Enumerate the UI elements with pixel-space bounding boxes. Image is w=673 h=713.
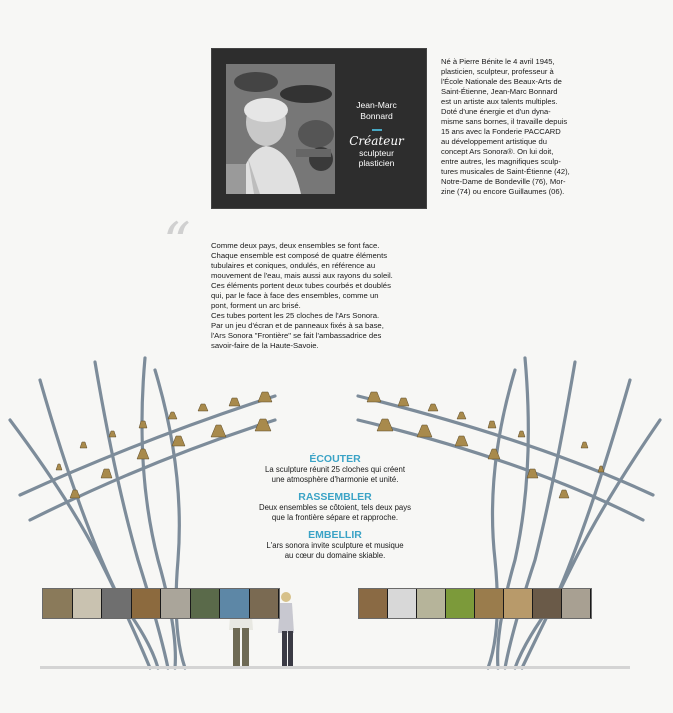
bell (70, 490, 80, 498)
artist-first-name: Jean-Marc (356, 100, 397, 110)
quote-line: Ces éléments portent deux tubes courbés et doublés (211, 281, 391, 290)
artist-name (335, 100, 418, 122)
tube (522, 420, 660, 668)
bell (367, 392, 381, 402)
quote-line: Comme deux pays, deux ensembles se font face. (211, 241, 380, 250)
bio-line: Doté d'une énergie et d'un dyna- (441, 107, 551, 116)
banner-tile (132, 589, 162, 618)
bio-line: Saint-Étienne, Jean-Marc Bonnard (441, 87, 558, 96)
bell (229, 398, 240, 406)
bell (398, 398, 409, 406)
section-title-rassembler: RASSEMBLER (298, 491, 372, 503)
quote-line: tubulaires et coniques, ondulés, en référence au (211, 261, 376, 270)
section-body-ecouter (218, 465, 452, 485)
banner-tile (43, 589, 73, 618)
quote-mark-icon: “ (163, 211, 191, 274)
bell (109, 431, 116, 437)
bio-line: Né à Pierre Bénite le 4 avril 1945, (441, 57, 555, 66)
bell (101, 469, 112, 478)
bell (56, 464, 62, 470)
quote-line: pont, forment un arc brisé. (211, 301, 301, 310)
bell (211, 425, 226, 437)
bell (172, 436, 185, 446)
bell (80, 442, 87, 448)
banner-tile (102, 589, 132, 618)
section-body-embellir (218, 541, 452, 561)
banner-tile (562, 589, 591, 618)
photo-banner-left (42, 588, 280, 619)
section-line: une atmosphère d'harmonie et unité. (271, 475, 399, 484)
card-role-line-2: plasticien (358, 158, 395, 168)
section-line: au cœur du domaine skiable. (284, 551, 386, 560)
card-role-line-1: sculpteur (359, 148, 394, 158)
banner-tile (417, 589, 446, 618)
artist-last-name: Bonnard (360, 111, 393, 121)
bio-line: plasticien, sculpteur, professeur à (441, 67, 554, 76)
quote-line: mouvement de l'eau, mais aussi aux rayons du soleil. (211, 271, 393, 280)
banner-tile (533, 589, 562, 618)
bell (139, 421, 147, 428)
bio-line: est un artiste aux talents multiples. (441, 97, 558, 106)
card-caption (335, 64, 418, 194)
quote-line: Chaque ensemble est composé de quatre éléments (211, 251, 388, 260)
banner-tile (191, 589, 221, 618)
tube (498, 358, 529, 668)
banner-tile (504, 589, 533, 618)
description-quote (211, 241, 451, 351)
bell (168, 412, 177, 419)
bell (455, 436, 468, 446)
bell (457, 412, 466, 419)
bio-line: tures musicales de Saint-Étienne (42), (441, 167, 570, 176)
bell (258, 392, 272, 402)
concept-sections (218, 453, 452, 567)
bell (417, 425, 432, 437)
section-body-rassembler (218, 503, 452, 523)
bell (137, 449, 149, 459)
section-line: Deux ensembles se côtoient, tels deux pays (258, 503, 412, 512)
quote-line: l'Ars Sonora "Frontière" se fait l'ambassadrice des (211, 331, 382, 340)
quote-line: Ces tubes portent les 25 cloches de l'Ars Sonora. (211, 311, 380, 320)
section-line: L'ars sonora invite sculpture et musique (266, 541, 404, 550)
banner-tile (388, 589, 417, 618)
artist-portrait-image (226, 64, 335, 194)
tube (10, 420, 150, 668)
quote-line: qui, par le face à face des ensembles, comme un (211, 291, 379, 300)
bio-line: l'École Nationale des Beaux-Arts de (441, 77, 562, 86)
bio-line: zine (74) ou encore Guillaumes (06). (441, 187, 565, 196)
artist-biography (441, 57, 613, 197)
section-line: que la frontière sépare et rapproche. (271, 513, 399, 522)
banner-tile (161, 589, 191, 618)
bio-line: concept Ars Sonora®. On lui doit, (441, 147, 554, 156)
banner-tile (446, 589, 475, 618)
section-line: La sculpture réunit 25 cloches qui créent (265, 465, 405, 474)
banner-tile (475, 589, 504, 618)
bio-line: au développement artistique du (441, 137, 547, 146)
bell (488, 421, 496, 428)
bio-line: entre autres, les magnifiques sculp- (441, 157, 561, 166)
card-script-title: Créateur (349, 134, 404, 148)
bell (518, 431, 525, 437)
quote-line: savoir-faire de la Haute-Savoie. (211, 341, 319, 350)
quote-line: Par un jeu d'écran et de panneaux fixés à sa base, (211, 321, 384, 330)
bio-line: misme sans bornes, il travaille depuis (441, 117, 568, 126)
banner-tile (73, 589, 103, 618)
woman-figure (278, 592, 294, 666)
section-title-ecouter: ÉCOUTER (309, 453, 361, 465)
section-title-embellir: EMBELLIR (308, 529, 362, 541)
banner-tile (220, 589, 250, 618)
bio-line: 15 ans avec la Fonderie PACCARD (441, 127, 561, 136)
ground-line (40, 666, 630, 669)
banner-tile (250, 589, 280, 618)
profile-card (211, 48, 427, 209)
tube (515, 380, 630, 668)
card-separator (372, 129, 382, 131)
banner-tile (359, 589, 388, 618)
tube (142, 358, 175, 668)
photo-banner-right (358, 588, 592, 619)
bell (428, 404, 438, 411)
bell (198, 404, 208, 411)
bell (581, 442, 588, 448)
bio-line: Notre-Dame de Bondeville (76), Mor- (441, 177, 566, 186)
bell (377, 419, 393, 431)
bell (559, 490, 569, 498)
